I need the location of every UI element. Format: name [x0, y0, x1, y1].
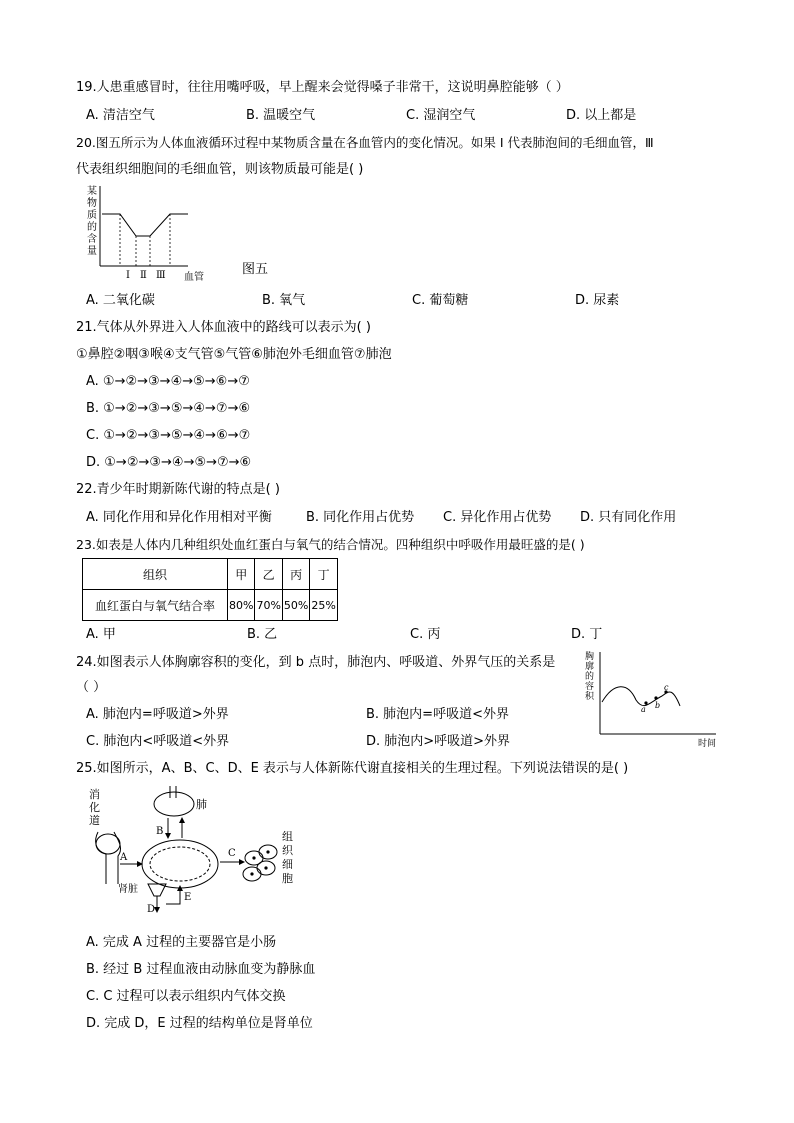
q25-tissue-label [282, 830, 294, 885]
q24-ylabel-char: 的 [585, 672, 595, 682]
q24-figure [580, 650, 724, 750]
q24-xlabel: 时间 [698, 739, 717, 749]
q22-option-a: A. 同化作用和异化作用相对平衡 [86, 510, 272, 525]
q25-tissue-char: 胞 [282, 872, 293, 885]
table-row [83, 590, 338, 621]
q19-option-b: B. 温暖空气 [246, 108, 316, 123]
q23-cell-ding: 25% [310, 590, 337, 621]
q25-label-d: D [147, 904, 156, 915]
q25-stomach [96, 834, 120, 854]
q24-point-b [654, 696, 657, 699]
q20-ylabel-char: 量 [87, 246, 97, 257]
q24-stem-line2: （ ） [76, 680, 107, 695]
q24-ylabel-char: 胸 [585, 652, 595, 662]
q25-tissue-char: 组 [282, 830, 293, 843]
q24-stem-line1: 24.如图表示人体胸廓容积的变化，到 b 点时，肺泡内、呼吸道、外界气压的关系是 [76, 655, 556, 670]
q19-option-a: A. 清洁空气 [86, 108, 155, 123]
q25-digestive-label [89, 787, 100, 827]
q23-header-jia: 甲 [228, 559, 255, 590]
q20-stem-line1: 20.图五所示为人体血液循环过程中某物质含量在各血管内的变化情况。如果 I 代表肺泡间的毛细血管，Ⅲ [76, 135, 654, 150]
q22-option-d: D. 只有同化作用 [580, 510, 677, 525]
q23-header-bing: 丙 [282, 559, 309, 590]
q25-stem: 25.如图所示，A、B、C、D、E 表示与人体新陈代谢直接相关的生理过程。下列说法错误的是( ) [76, 761, 629, 776]
q25-label-a: A [120, 852, 128, 863]
q20-ylabel [87, 184, 97, 257]
q25-kidney-label: 肾脏 [118, 884, 138, 895]
q19-stem: 19.人患重感冒时，往往用嘴呼吸，早上醒来会觉得嗓子非常干，这说明鼻腔能够（ ） [76, 80, 569, 95]
q23-option-a: A. 甲 [86, 627, 116, 642]
q25-circulation-inner [150, 847, 210, 881]
q20-ylabel-char: 物 [87, 198, 97, 209]
q22-stem: 22.青少年时期新陈代谢的特点是( ) [76, 482, 280, 497]
q20-ticks [126, 270, 166, 281]
q20-tick-3: Ⅲ [156, 270, 166, 281]
q25-digestive-char: 化 [89, 801, 100, 814]
q20-ylabel-char: 的 [87, 222, 97, 233]
q23-option-c: C. 丙 [410, 627, 441, 642]
q21-option-b: B. ①→②→③→⑤→④→⑦→⑥ [86, 401, 251, 416]
q24-option-c: C. 肺泡内<呼吸道<外界 [86, 734, 230, 749]
q21-option-c: C. ①→②→③→⑤→④→⑥→⑦ [86, 428, 251, 443]
q23-cell-bing: 50% [282, 590, 309, 621]
q21-items: ①鼻腔②咽③喉④支气管⑤气管⑥肺泡外毛细血管⑦肺泡 [76, 347, 392, 362]
q25-option-d: D. 完成 D，E 过程的结构单位是肾单位 [86, 1016, 313, 1031]
q23-table [82, 558, 338, 621]
q24-label-a: a [641, 705, 646, 714]
q25-lung-label: 肺 [196, 798, 207, 811]
q20-option-a: A. 二氧化碳 [86, 293, 155, 308]
q19-option-c: C. 湿润空气 [406, 108, 476, 123]
q20-caption: 图五 [242, 262, 269, 277]
q20-figure [84, 184, 314, 288]
q25-digestive-tube [96, 832, 121, 884]
q24-option-b: B. 肺泡内=呼吸道<外界 [366, 707, 509, 722]
q20-tick-1: Ⅰ [126, 270, 130, 281]
q20-xlabel: 血管 [184, 272, 204, 283]
q25-lung [154, 792, 194, 816]
q22-option-b: B. 同化作用占优势 [306, 510, 415, 525]
q20-curve [102, 214, 188, 236]
q23-header-ding: 丁 [310, 559, 337, 590]
q25-option-a: A. 完成 A 过程的主要器官是小肠 [86, 935, 277, 950]
q25-arrow-e [166, 886, 180, 904]
q20-tick-2: Ⅱ [140, 270, 147, 281]
q24-ylabel-char: 容 [585, 682, 595, 692]
q25-digestive-char: 消 [89, 788, 100, 801]
q25-label-c: C [228, 848, 236, 859]
q23-header-yi: 乙 [255, 559, 282, 590]
q23-row-label: 血红蛋白与氧气结合率 [83, 590, 228, 621]
q19-option-d: D. 以上都是 [566, 108, 637, 123]
q24-label-b: b [655, 701, 661, 710]
q24-ylabel-char: 积 [585, 692, 595, 702]
q25-tissue-char: 细 [282, 858, 293, 871]
q25-label-e: E [184, 892, 192, 903]
q23-stem: 23.如表是人体内几种组织处血红蛋白与氧气的结合情况。四种组织中呼吸作用最旺盛的是( ) [76, 537, 585, 552]
q20-stem-line2: 代表组织细胞间的毛细血管，则该物质最可能是( ) [76, 162, 364, 177]
q25-option-c: C. C 过程可以表示组织内气体交换 [86, 989, 286, 1004]
q24-ylabel [585, 651, 595, 702]
q25-figure [84, 784, 314, 918]
q25-label-b: B [156, 826, 164, 837]
q24-ylabel-char: 廓 [585, 662, 595, 672]
q25-tissue-char: 织 [282, 844, 293, 857]
q24-label-c: c [664, 683, 669, 692]
q21-option-a: A. ①→②→③→④→⑤→⑥→⑦ [86, 374, 250, 389]
q20-ylabel-char: 某 [87, 186, 97, 197]
q21-stem: 21.气体从外界进入人体血液中的路线可以表示为( ) [76, 320, 371, 335]
q25-tissue-cells [243, 845, 277, 881]
q20-ylabel-char: 质 [87, 210, 97, 221]
q24-option-a: A. 肺泡内=呼吸道>外界 [86, 707, 229, 722]
q20-option-b: B. 氧气 [262, 293, 306, 308]
q24-option-d: D. 肺泡内>呼吸道>外界 [366, 734, 511, 749]
table-row [83, 559, 338, 590]
q23-cell-yi: 70% [255, 590, 282, 621]
q20-option-c: C. 葡萄糖 [412, 293, 469, 308]
q23-option-b: B. 乙 [247, 627, 278, 642]
q22-option-c: C. 异化作用占优势 [443, 510, 552, 525]
q20-ylabel-char: 含 [87, 234, 97, 245]
q23-option-d: D. 丁 [571, 627, 603, 642]
q21-option-d: D. ①→②→③→④→⑤→⑦→⑥ [86, 455, 252, 470]
q25-digestive-char: 道 [89, 814, 100, 827]
q20-option-d: D. 尿素 [575, 293, 620, 308]
q23-cell-jia: 80% [228, 590, 255, 621]
q25-option-b: B. 经过 B 过程血液由动脉血变为静脉血 [86, 962, 316, 977]
q23-header-tissue: 组织 [83, 559, 228, 590]
